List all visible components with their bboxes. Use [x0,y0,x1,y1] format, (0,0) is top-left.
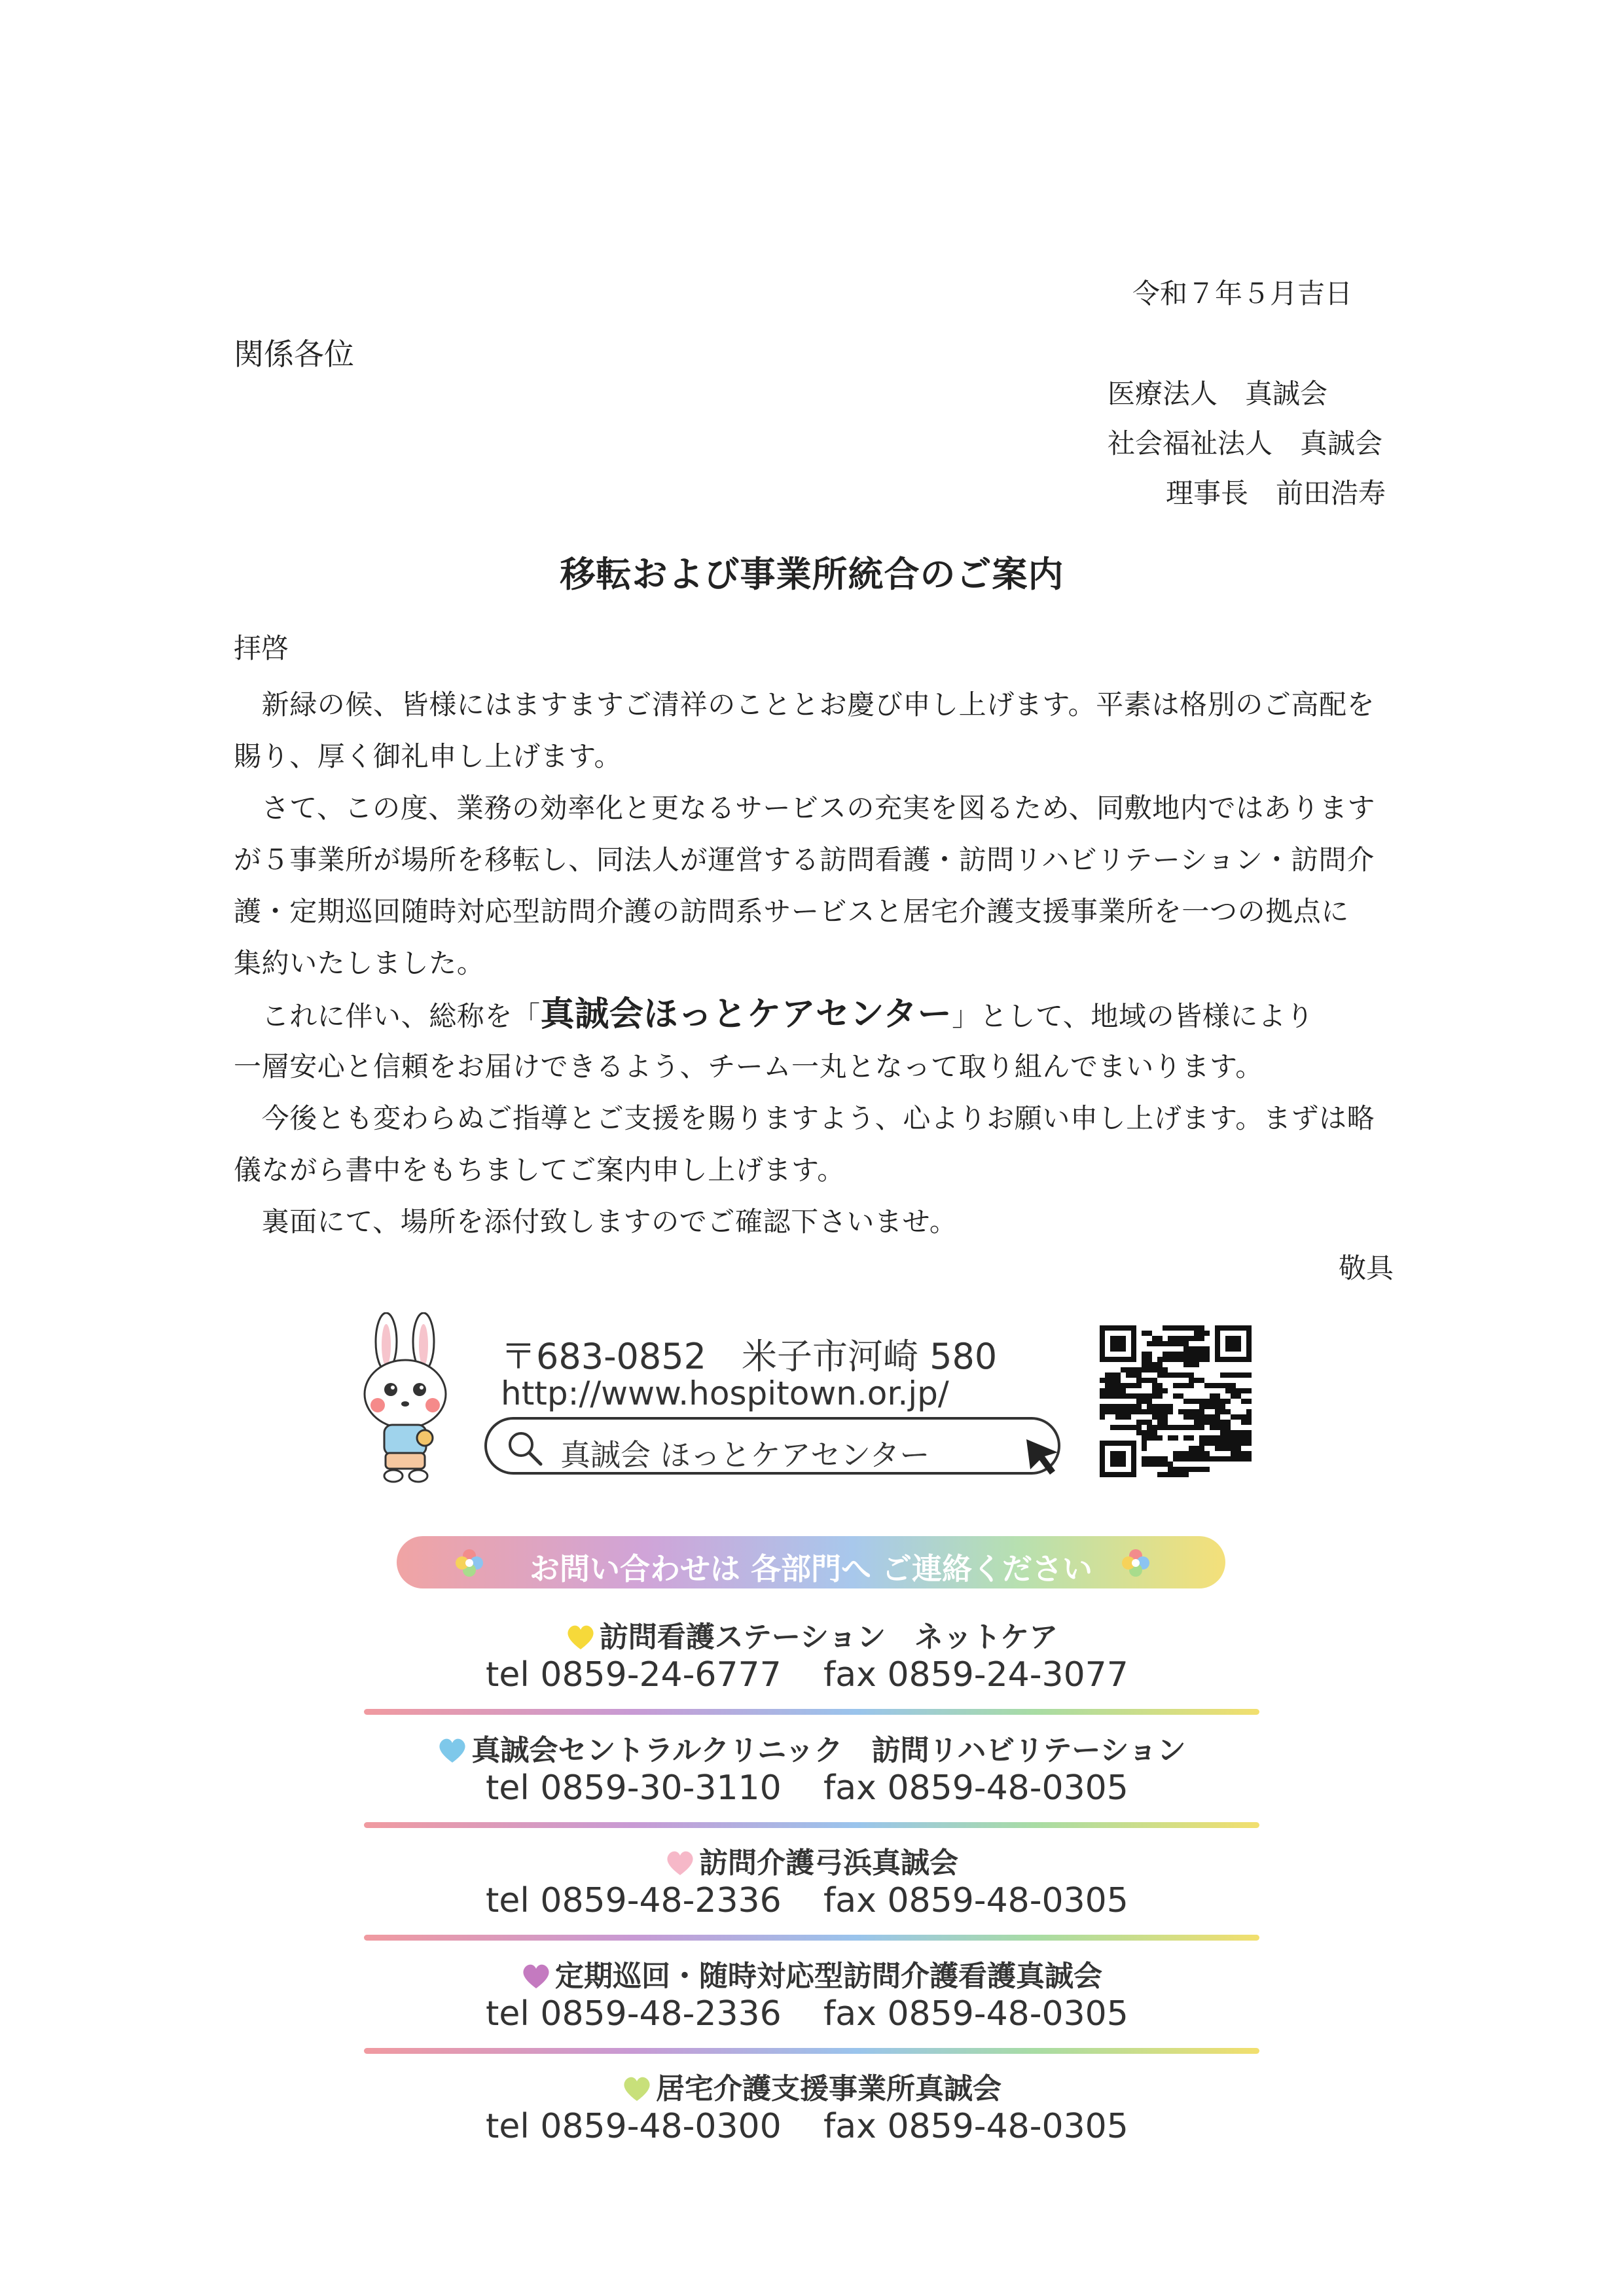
letter-date: 令和７年５月吉日 [1132,278,1353,310]
contact-name: 訪問介護弓浜真誠会 [699,1846,958,1880]
body-line: 護・定期巡回随時対応型訪問介護の訪問系サービスと居宅介護支援事業所を一つの拠点に [234,895,1350,927]
divider [364,1935,1259,1941]
closing-salutation: 敬具 [1338,1252,1394,1284]
contact-fax: fax 0859-48-0305 [823,2107,1128,2146]
heart-icon [665,1849,695,1884]
search-text: 真誠会 ほっとケアセンター [560,1437,930,1473]
search-box [484,1417,1060,1475]
body-line: が５事業所が場所を移転し、同法人が運営する訪問看護・訪問リハビリテーション・訪問介 [234,844,1375,876]
contact-banner [397,1536,1225,1588]
heart-icon [437,1736,467,1771]
contact-name: 定期巡回・随時対応型訪問介護看護真誠会 [555,1960,1102,1993]
body-line: 一層安心と信頼をお届けできるよう、チーム一丸となって取り組んでまいります。 [234,1050,1263,1083]
contact-name: 訪問看護ステーション ネットケア [599,1621,1058,1654]
contact-tel[interactable]: tel 0859-48-2336 [486,1994,782,2034]
letter-title: 移転および事業所統合のご案内 [560,554,1064,595]
cursor-arrow-icon [1024,1437,1063,1479]
contact-name: 真誠会セントラルクリニック 訪問リハビリテーション [471,1734,1186,1767]
contact-name: 居宅介護支援事業所真誠会 [656,2072,1001,2106]
heart-icon [566,1623,596,1658]
contact-tel[interactable]: tel 0859-48-0300 [486,2107,782,2146]
brand-line [234,989,1399,1041]
qr-code-icon [1100,1325,1252,1477]
body-line: 新緑の候、皆様にはますますご清祥のこととお慶び申し上げます。平素は格別のご高配を [234,689,1375,721]
contact-fax: fax 0859-48-0305 [823,1768,1128,1808]
postal-address: 〒683-0852 米子市河崎 580 [501,1336,998,1377]
website-url[interactable]: http://www.hospitown.or.jp/ [501,1374,949,1412]
banner-text: お問い合わせは 各部門へ ご連絡ください [529,1551,1093,1587]
body-line: 儀ながら書中をもちましてご案内申し上げます。 [234,1154,845,1186]
body-line: 賜り、厚く御礼申し上げます。 [234,740,623,772]
brand-post: 」として、地域の皆様により [952,1000,1314,1032]
body-line: さて、この度、業務の効率化と更なるサービスの充実を図るため、同敷地内ではあります [234,792,1376,824]
brand-name: 真誠会ほっとケアセンター [540,995,952,1034]
flower-icon [1121,1548,1151,1581]
contact-tel[interactable]: tel 0859-30-3110 [486,1768,782,1808]
sender-line: 社会福祉法人 真誠会 [1108,427,1383,459]
body-line: 裏面にて、場所を添付致しますのでご確認下さいませ。 [234,1206,958,1238]
opening-salutation: 拝啓 [234,632,289,664]
rabbit-mascot-icon [357,1312,455,1486]
letter-body [234,679,1399,1247]
search-icon [507,1430,543,1469]
body-line: 今後とも変わらぬご指導とご支援を賜りますよう、心よりお願い申し上げます。まずは略 [234,1102,1375,1134]
contact-tel[interactable]: tel 0859-48-2336 [486,1881,782,1920]
heart-icon [521,1962,551,1997]
divider [364,2048,1259,2054]
divider [364,1822,1259,1828]
body-line: 集約いたしました。 [234,947,485,979]
addressee: 関係各位 [234,336,354,372]
heart-icon [622,2075,652,2109]
contact-fax: fax 0859-48-0305 [823,1881,1128,1920]
brand-pre: これに伴い、総称を「 [234,1000,541,1032]
sender-line: 医療法人 真誠会 [1108,378,1328,410]
contact-fax: fax 0859-24-3077 [823,1655,1128,1695]
contact-tel[interactable]: tel 0859-24-6777 [486,1655,782,1695]
contact-fax: fax 0859-48-0305 [823,1994,1128,2034]
divider [364,1709,1259,1715]
sender-line: 理事長 前田浩寿 [1166,477,1386,509]
